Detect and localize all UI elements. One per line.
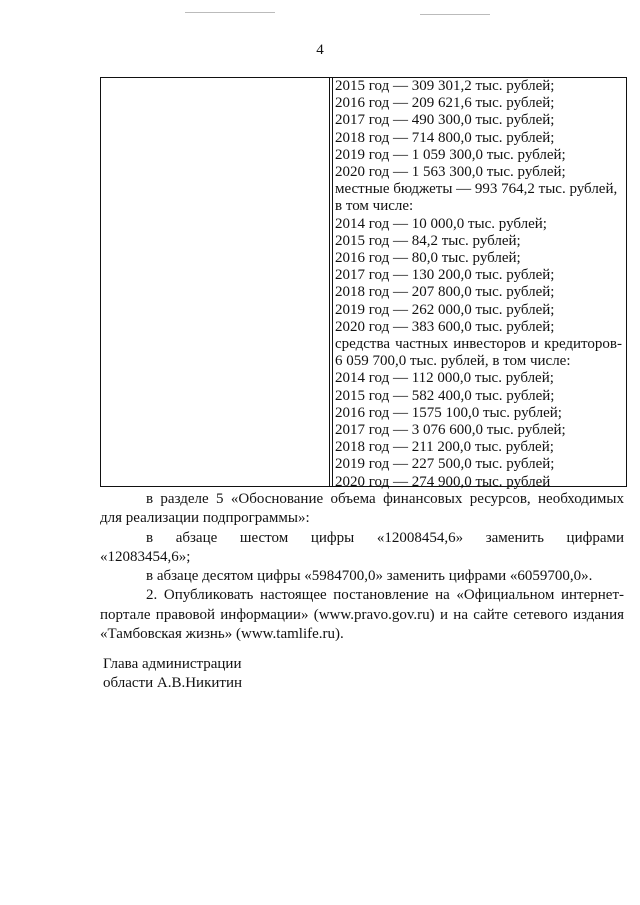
table-line: 2015 год — 84,2 тыс. рублей;	[335, 232, 521, 249]
table-line: 2020 год — 383 600,0 тыс. рублей;	[335, 318, 555, 335]
table-column-divider	[329, 78, 330, 486]
table-line: 2015 год — 309 301,2 тыс. рублей;	[335, 78, 555, 94]
document-body	[100, 490, 624, 644]
signature-block	[103, 655, 242, 693]
table-line: 2016 год — 1575 100,0 тыс. рублей;	[335, 404, 562, 421]
abzac10-paragraph: в абзаце десятом цифры «5984700,0» заменить цифрами «6059700,0».	[146, 568, 593, 585]
table-line: 2014 год — 112 000,0 тыс. рублей;	[335, 370, 554, 387]
table-line: 2020 год — 274 900,0 тыс. рублей	[335, 473, 551, 490]
abzac6-paragraph-line: «12083454,6»;	[100, 548, 191, 565]
item2-paragraph-line: «Тамбовская жизнь» (www.tamlife.ru).	[100, 626, 344, 643]
table-line: 2019 год — 227 500,0 тыс. рублей;	[335, 456, 555, 473]
table-line: 2018 год — 714 800,0 тыс. рублей;	[335, 129, 555, 146]
table-line: 6 059 700,0 тыс. рублей, в том числе:	[335, 353, 571, 370]
table-line: средства частных инвесторов и кредиторов-	[335, 336, 622, 353]
table-line: 2017 год — 490 300,0 тыс. рублей;	[335, 112, 555, 129]
table-line: 2020 год — 1 563 300,0 тыс. рублей;	[335, 164, 566, 181]
table-line: 2015 год — 582 400,0 тыс. рублей;	[335, 387, 555, 404]
scan-artifact	[185, 12, 275, 13]
table-line: 2019 год — 1 059 300,0 тыс. рублей;	[335, 146, 566, 163]
table-line: 2018 год — 207 800,0 тыс. рублей;	[335, 284, 555, 301]
table-line: в том числе:	[335, 198, 414, 215]
table-line: 2017 год — 130 200,0 тыс. рублей;	[335, 267, 555, 284]
financing-table	[100, 77, 627, 490]
scan-artifact	[420, 14, 490, 15]
abzac6-paragraph-line: в абзаце шестом цифры «12008454,6» заменить цифрами	[146, 529, 624, 546]
table-line: 2019 год — 262 000,0 тыс. рублей;	[335, 301, 555, 318]
table-line: 2014 год — 10 000,0 тыс. рублей;	[335, 215, 547, 232]
item2-paragraph-line: 2. Опубликовать настоящее постановление на «Официальном интернет-	[146, 587, 624, 604]
page-number: 4	[316, 42, 324, 58]
table-line: 2016 год — 209 621,6 тыс. рублей;	[335, 95, 555, 112]
table-line: 2018 год — 211 200,0 тыс. рублей;	[335, 439, 554, 456]
signature-title: Глава администрации	[103, 656, 242, 672]
table-line: местные бюджеты — 993 764,2 тыс. рублей,	[335, 181, 618, 198]
table-line: 2017 год — 3 076 600,0 тыс. рублей;	[335, 422, 566, 439]
financing-table-cell	[335, 78, 622, 491]
table-line: 2016 год — 80,0 тыс. рублей;	[335, 250, 521, 267]
section5-paragraph-line: в разделе 5 «Обоснование объема финансовых ресурсов, необходимых	[146, 491, 624, 507]
item2-paragraph-line: портале правовой информации» (www.pravo.gov.ru) и на сайте сетевого издания	[100, 606, 624, 623]
table-column-divider	[332, 78, 333, 486]
section5-paragraph-line: для реализации подпрограммы»:	[100, 510, 310, 527]
signature-name: области А.В.Никитин	[103, 675, 243, 691]
